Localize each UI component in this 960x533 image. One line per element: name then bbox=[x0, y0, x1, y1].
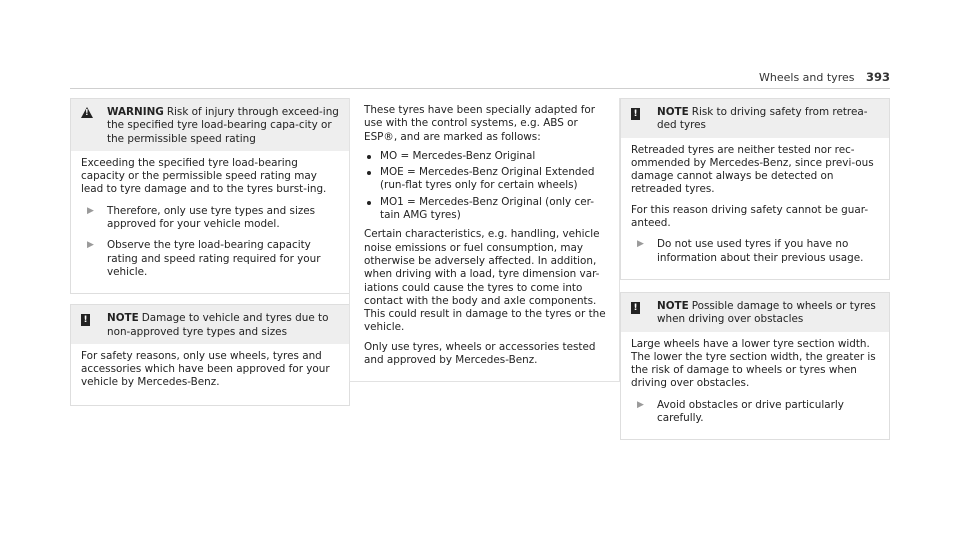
warning-title: Risk of injury through exceed-ing the specified tyre load-bearing capa-city or the permissible speed rating bbox=[107, 106, 339, 145]
note-box-approved-tyres bbox=[70, 304, 350, 405]
middle-column bbox=[349, 98, 620, 382]
left-column bbox=[70, 98, 350, 406]
note-header bbox=[71, 305, 349, 344]
note-title: Possible damage to wheels or tyres when driving over obstacles bbox=[657, 299, 876, 326]
header-divider bbox=[70, 88, 890, 89]
list-item: MOE = Mercedes-Benz Original Extended (run-flat tyres only for certain wheels) bbox=[364, 166, 609, 193]
section-title: Wheels and tyres bbox=[759, 71, 855, 84]
list-item: MO1 = Mercedes-Benz Original (only cer-tain AMG tyres) bbox=[364, 196, 609, 223]
note-title: Risk to driving safety from retrea-ded tyres bbox=[657, 106, 868, 132]
exclamation-icon: ! bbox=[631, 302, 640, 314]
note-action: ▶ Do not use used tyres if you have no information about their previous usage. bbox=[631, 238, 879, 265]
page-header bbox=[759, 70, 890, 84]
note-header bbox=[621, 293, 889, 332]
right-column bbox=[620, 98, 890, 440]
characteristics-text: Certain characteristics, e.g. handling, vehicle noise emissions or fuel consumption, may otherwise be adversely affected. In addition, when driving with a load, tyre dimension var-iations could cause the tyres to come into contact with the body and axle components. This could result in damage to the tyres or the vehicle. bbox=[364, 228, 606, 334]
arrow-right-icon: ▶ bbox=[637, 239, 644, 250]
warning-box bbox=[70, 98, 350, 294]
arrow-right-icon: ▶ bbox=[87, 205, 94, 216]
note-box-retreaded bbox=[620, 98, 890, 280]
note-body: Retreaded tyres are neither tested nor rec-ommended by Mercedes-Benz, since previ-ous damage cannot always be detected on retreaded tyres. bbox=[631, 143, 874, 196]
list-item: MO = Mercedes-Benz Original bbox=[364, 150, 609, 163]
page-number: 393 bbox=[865, 70, 890, 84]
warning-action-1: ▶ Therefore, only use tyre types and sizes approved for your vehicle model. bbox=[81, 205, 339, 232]
note-keyword: NOTE bbox=[107, 312, 139, 325]
warning-action-2: ▶ Observe the tyre load-bearing capacity rating and speed rating required for your vehicle. bbox=[81, 239, 339, 279]
note-body: Large wheels have a lower tyre section width. The lower the tyre section width, the greater is the risk of damage to wheels or tyres when driving over obstacles. bbox=[631, 337, 876, 390]
exclamation-icon: ! bbox=[631, 108, 640, 120]
note-body: For safety reasons, only use wheels, tyres and accessories which have been approved for your vehicle by Mercedes-Benz. bbox=[81, 349, 330, 389]
note-keyword: NOTE bbox=[657, 299, 689, 312]
note-box-obstacles bbox=[620, 292, 890, 440]
note-body: For this reason driving safety cannot be guar-anteed. bbox=[631, 203, 869, 230]
note-keyword: NOTE bbox=[657, 106, 689, 118]
warning-header bbox=[71, 99, 349, 151]
warning-triangle-icon bbox=[81, 107, 93, 118]
warning-keyword: WARNING bbox=[107, 106, 164, 118]
arrow-right-icon: ▶ bbox=[87, 240, 94, 251]
warning-body: Exceeding the specified tyre load-bearing capacity or the permissible speed rating may lead to tyre damage and to the tyres burst-ing. bbox=[81, 156, 327, 196]
tyre-marking-list bbox=[364, 150, 609, 222]
approved-only-text: Only use tyres, wheels or accessories tested and approved by Mercedes-Benz. bbox=[364, 340, 596, 367]
note-header bbox=[621, 99, 889, 138]
note-title: Damage to vehicle and tyres due to non-approved tyre types and sizes bbox=[107, 312, 329, 338]
arrow-right-icon: ▶ bbox=[637, 399, 644, 410]
note-action: ▶ Avoid obstacles or drive particularly carefully. bbox=[631, 399, 879, 426]
exclamation-icon: ! bbox=[81, 314, 90, 326]
intro-text: These tyres have been specially adapted for use with the control systems, e.g. ABS or ESP®, and are marked as follows: bbox=[364, 104, 596, 143]
